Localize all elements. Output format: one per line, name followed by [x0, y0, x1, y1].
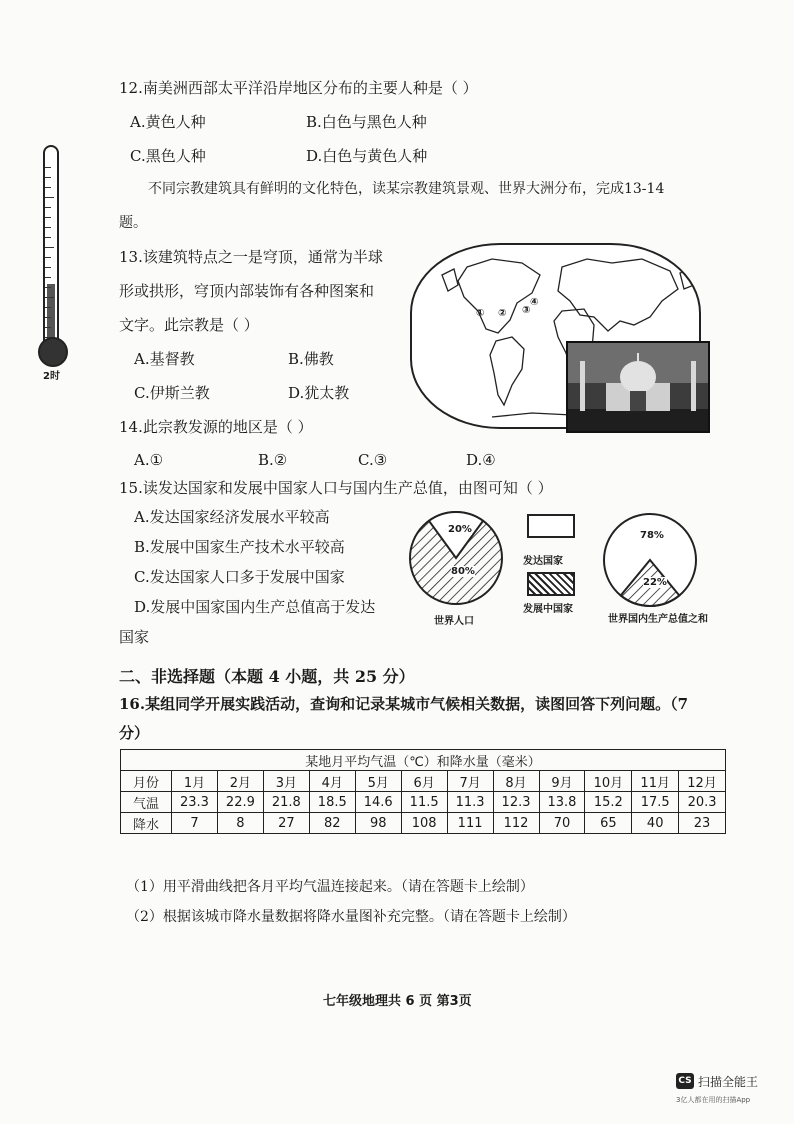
- q16-sub-2: （2）根据该城市降水量数据将降水量图补充完整。（请在答题卡上绘制）: [126, 909, 576, 925]
- q14-option-b: B.②: [258, 451, 288, 469]
- q12-option-b: B.白色与黑色人种: [306, 113, 427, 131]
- q14-option-d: D.④: [466, 451, 496, 469]
- q16-line-2: 分）: [119, 724, 150, 742]
- table-row: [121, 771, 726, 792]
- month-cell: 8月: [493, 771, 539, 792]
- q16-line-1: 16.某组同学开展实践活动，查询和记录某城市气候相关数据，读图回答下列问题。（7: [119, 695, 689, 713]
- temp-cell: 20.3: [679, 792, 726, 813]
- q12-option-a: A.黄色人种: [130, 113, 206, 131]
- temp-cell: 12.3: [493, 792, 539, 813]
- q12-option-d: D.白色与黄色人种: [306, 147, 428, 165]
- q15-option-c: C.发达国家人口多于发展中国家: [134, 568, 345, 586]
- precip-cell: 108: [401, 813, 447, 834]
- climate-table: [120, 749, 726, 834]
- temp-cell: 21.8: [263, 792, 309, 813]
- precip-cell: 40: [632, 813, 679, 834]
- q15-option-b: B.发展中国家生产技术水平较高: [134, 538, 345, 556]
- pie-gdp-developed-label: 78%: [640, 530, 664, 541]
- temp-cell: 14.6: [355, 792, 401, 813]
- pie-gdp-title: 世界国内生产总值之和: [608, 614, 708, 625]
- map-marker-4: ④: [530, 297, 539, 308]
- q14-stem: 14.此宗教发源的地区是（ ）: [119, 418, 313, 436]
- temp-cell: 11.3: [447, 792, 493, 813]
- month-cell: 10月: [585, 771, 632, 792]
- temp-cell: 23.3: [172, 792, 218, 813]
- q13-option-c: C.伊斯兰教: [134, 384, 210, 402]
- month-cell: 11月: [632, 771, 679, 792]
- scanner-logo-icon: CS: [676, 1073, 694, 1089]
- q13-line-3: 文字。此宗教是（ ）: [119, 316, 259, 334]
- month-cell: 2月: [217, 771, 263, 792]
- precip-cell: 8: [217, 813, 263, 834]
- q15-option-d: D.发展中国家国内生产总值高于发达: [134, 598, 376, 616]
- intro-line-2: 题。: [119, 215, 147, 231]
- table-row: [121, 813, 726, 834]
- month-cell: 4月: [309, 771, 355, 792]
- temp-cell: 15.2: [585, 792, 632, 813]
- pie-population-developed-label: 20%: [448, 524, 472, 535]
- temp-cell: 22.9: [217, 792, 263, 813]
- q14-option-c: C.③: [358, 451, 388, 469]
- month-cell: 7月: [447, 771, 493, 792]
- q13-line-2: 形或拱形，穹顶内部装饰有各种图案和: [119, 282, 375, 300]
- q13-line-1: 13.该建筑特点之一是穹顶，通常为半球: [119, 248, 383, 266]
- precip-cell: 70: [539, 813, 585, 834]
- row-label-month: 月份: [121, 771, 172, 792]
- q15-option-a: A.发达国家经济发展水平较高: [134, 508, 330, 526]
- map-marker-1: ①: [476, 308, 485, 319]
- row-label-precip: 降水: [121, 813, 172, 834]
- table-row: [121, 792, 726, 813]
- precip-cell: 27: [263, 813, 309, 834]
- precip-cell: 82: [309, 813, 355, 834]
- q13-option-b: B.佛教: [288, 350, 334, 368]
- temp-cell: 18.5: [309, 792, 355, 813]
- precip-cell: 112: [493, 813, 539, 834]
- pie-population-title: 世界人口: [434, 616, 474, 627]
- intro-line-1: 不同宗教建筑具有鲜明的文化特色，读某宗教建筑景观、世界大洲分布，完成13-14: [148, 181, 665, 197]
- scanner-tagline: 3亿人都在用的扫描App: [676, 1096, 751, 1104]
- map-marker-2: ②: [498, 308, 507, 319]
- row-label-temp: 气温: [121, 792, 172, 813]
- temp-cell: 13.8: [539, 792, 585, 813]
- q12-stem: 12.南美洲西部太平洋沿岸地区分布的主要人种是（ ）: [119, 79, 478, 97]
- month-cell: 12月: [679, 771, 726, 792]
- q14-option-a: A.①: [134, 451, 164, 469]
- thermometer-label: 2时: [43, 371, 60, 382]
- precip-cell: 98: [355, 813, 401, 834]
- temp-cell: 17.5: [632, 792, 679, 813]
- precip-cell: 65: [585, 813, 632, 834]
- page-footer: 七年级地理共 6 页 第3页: [323, 994, 472, 1009]
- month-cell: 5月: [355, 771, 401, 792]
- climate-table-caption: 某地月平均气温（℃）和降水量（毫米）: [121, 750, 726, 771]
- legend-developed-swatch: [527, 514, 575, 538]
- temp-cell: 11.5: [401, 792, 447, 813]
- pie-gdp: [604, 514, 696, 606]
- legend-developing-label: 发展中国家: [523, 604, 573, 615]
- legend-developing-swatch: [527, 572, 575, 596]
- section2-title: 二、非选择题（本题 4 小题，共 25 分）: [119, 667, 415, 686]
- month-cell: 1月: [172, 771, 218, 792]
- month-cell: 3月: [263, 771, 309, 792]
- precip-cell: 23: [679, 813, 726, 834]
- q15-option-d-continued: 国家: [119, 628, 150, 646]
- q12-option-c: C.黑色人种: [130, 147, 206, 165]
- month-cell: 6月: [401, 771, 447, 792]
- precip-cell: 7: [172, 813, 218, 834]
- q15-stem: 15.读发达国家和发展中国家人口与国内生产总值，由图可知（ ）: [119, 479, 553, 497]
- precip-cell: 111: [447, 813, 493, 834]
- pie-gdp-developing-label: 22%: [643, 577, 667, 588]
- legend-developed-label: 发达国家: [523, 556, 563, 567]
- month-cell: 9月: [539, 771, 585, 792]
- q13-option-a: A.基督教: [134, 350, 195, 368]
- scanner-app-name: 扫描全能王: [698, 1075, 759, 1089]
- q13-option-d: D.犹太教: [288, 384, 350, 402]
- map-marker-3: ③: [522, 305, 531, 316]
- pie-population-developing-label: 80%: [451, 566, 475, 577]
- q16-sub-1: （1）用平滑曲线把各月平均气温连接起来。（请在答题卡上绘制）: [126, 879, 534, 895]
